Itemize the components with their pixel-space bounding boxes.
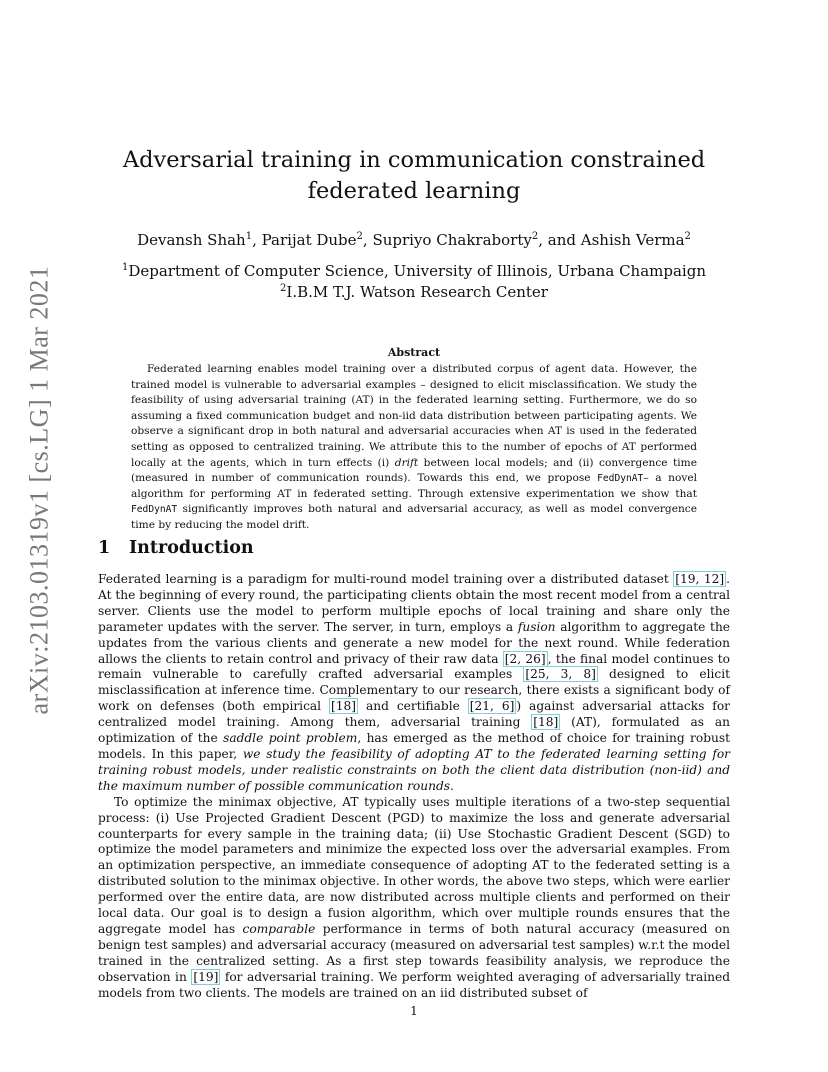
author-name: Ashish Verma bbox=[580, 231, 685, 249]
affiliation-1 bbox=[90, 261, 738, 282]
text-span: , the final model continues to remain vulnerable to carefully crafted adversarial examples bbox=[98, 651, 730, 682]
text-span: performance in terms of both natural accuracy (measured on benign test samples) and adversarial accuracy (measured on adversarial test samples) w.r.t the model trained in the centralized setting. As a first step towards feasibility analysis, we reproduce the observation in bbox=[98, 921, 730, 984]
affil-mark: 2 bbox=[280, 283, 287, 294]
emphasis: comparable bbox=[242, 921, 316, 936]
arxiv-sidebar bbox=[16, 265, 62, 715]
arxiv-identifier: arXiv:2103.01319v1 [cs.LG] 1 Mar 2021 bbox=[24, 265, 53, 715]
emphasis: fusion bbox=[517, 619, 556, 634]
citation-link[interactable]: [2, 26] bbox=[504, 651, 546, 666]
citation-link[interactable]: [19, 12] bbox=[675, 572, 725, 586]
citation-link[interactable]: [25, 3, 8] bbox=[525, 667, 596, 682]
text-span: . bbox=[450, 778, 454, 793]
paper-title: Adversarial training in communication constrained federated learning bbox=[122, 147, 706, 204]
text-span: and certifiable bbox=[358, 699, 468, 714]
abstract-span: Federated learning enables model training over a distributed corpus of agent data. However, the trained model is vulnerable to adversarial examples – designed to elicit misclassification. We study the feasibility of using adversarial training (AT) in the federated learning setting. Furthermore, we do so assuming a fixed communication budget and non-iid data distribution between participating agents. We observe a significant drop in both natural and adversarial accuracies when AT is used in the federated setting as opposed to centralized training. We attribute this to the number of epochs of AT performed locally at the agents, which in turn effects (i) bbox=[131, 363, 697, 469]
citation-link[interactable]: [21, 6] bbox=[469, 699, 515, 714]
abstract-span: – a novel algorithm for performing AT in federated setting. Through extensive experimentation we show that bbox=[131, 472, 697, 500]
text-span: , has emerged as the method of choice for training robust models. In this paper, bbox=[98, 731, 730, 761]
author-name: Parijat Dube bbox=[261, 231, 357, 249]
affiliation-2 bbox=[90, 282, 738, 303]
author-name: Supriyo Chakraborty bbox=[372, 231, 532, 249]
abstract-heading: Abstract bbox=[387, 346, 441, 359]
algorithm-name: FedDynAT bbox=[597, 473, 644, 485]
citation-link[interactable]: [18] bbox=[331, 699, 357, 714]
abstract-span: significantly improves both natural and adversarial accuracy, as well as model convergence time by reducing the model drift. bbox=[131, 503, 697, 531]
affil-mark: 1 bbox=[121, 262, 129, 273]
paragraph bbox=[98, 572, 730, 795]
text-span: To optimize the minimax objective, AT typically uses multiple iterations of a two-step sequential process: (i) Use Projected Gradient Descent (PGD) to maximize the loss and generate adversarial counterparts for every sample in the training data; (ii) Use Stochastic Gradient Descent (SGD) to optimize the model parameters and minimize the expected loss over the adversarial examples. From an optimization perspective, an immediate consequence of adopting AT to the federated setting is a distributed solution to the minimax objective. In other words, the above two steps, which were earlier performed over the entire data, are now distributed across multiple clients and performed on their local data. Our goal is to design a fusion algorithm, which over multiple rounds ensures that the aggregate model has bbox=[98, 794, 730, 936]
text-span: Federated learning is a paradigm for multi-round model training over a distributed dataset bbox=[98, 572, 674, 586]
page-number: 1 bbox=[410, 1004, 418, 1018]
section-number: 1 bbox=[98, 538, 111, 558]
abstract-emphasis: drift bbox=[394, 456, 419, 469]
section-heading bbox=[98, 538, 728, 558]
emphasis: we study the feasibility of adopting AT to the federated learning setting for training robust models, under realistic constraints on both the client data distribution (non-iid) and the maximum number of possible communication rounds bbox=[98, 746, 730, 793]
author-affil-mark: 2 bbox=[356, 231, 363, 242]
author-name: Devansh Shah bbox=[137, 231, 246, 249]
section-title: Introduction bbox=[129, 538, 254, 558]
emphasis: saddle point problem bbox=[223, 731, 358, 746]
author-affil-mark: 2 bbox=[531, 231, 539, 242]
affiliations bbox=[90, 261, 738, 303]
author-conjunction: and bbox=[547, 231, 576, 249]
author-affil-mark: 1 bbox=[245, 231, 253, 242]
author-list: Devansh Shah$^1$, Parijat Dube$^2$, Supriyo Chakraborty$^2$, and Ashish Verma$^2$ bbox=[137, 231, 691, 249]
author-affil-mark: 2 bbox=[684, 231, 691, 242]
affil-text: I.B.M T.J. Watson Research Center bbox=[286, 283, 548, 301]
text-span: . At the beginning of every round, the participating clients obtain the most recent model from a central server. Clients use the model to perform multiple epochs of local training and share only the parameter updates with the server. The server, in turn, employs a bbox=[98, 572, 730, 634]
text-span: designed to elicit misclassification at inference time. Complementary to our research, there exists a significant body of work on defenses (both empirical bbox=[98, 667, 730, 714]
text-span: algorithm to aggregate the updates from the various clients and generate a new model for the next round. While federation allows the clients to retain control and privacy of their raw data bbox=[98, 619, 731, 666]
section-body bbox=[98, 572, 730, 1001]
affil-text: Department of Computer Science, University of Illinois, Urbana Champaign bbox=[128, 262, 706, 280]
text-span: for adversarial training. We perform weighted averaging of adversarially trained models from two clients. The models are trained on an iid distributed subset of bbox=[98, 969, 731, 1000]
paragraph bbox=[98, 795, 730, 1002]
text-span: (AT), formulated as an optimization of the bbox=[98, 715, 731, 746]
algorithm-name: FedDynAT bbox=[131, 504, 178, 516]
text-span: ) against adversarial attacks for centralized model training. Among them, adversarial training bbox=[98, 699, 730, 730]
abstract-span: between local models; and (ii) convergence time (measured in number of communication rounds). Towards this end, we propose bbox=[131, 456, 697, 485]
abstract-text bbox=[131, 362, 697, 534]
citation-link[interactable]: [18] bbox=[533, 715, 559, 730]
citation-link[interactable]: [19] bbox=[193, 969, 219, 984]
